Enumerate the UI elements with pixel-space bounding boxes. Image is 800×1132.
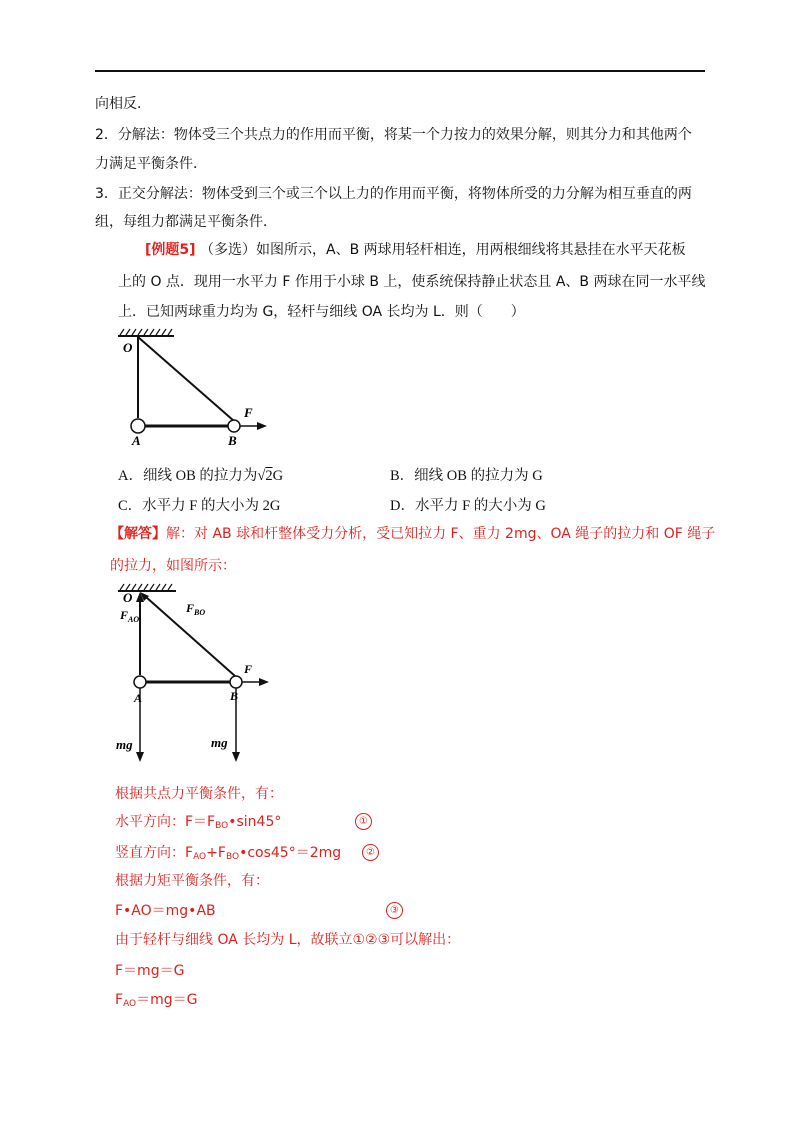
option-c: C．水平力 F 的大小为 2G <box>118 498 281 514</box>
option-a-radical: 2 <box>265 468 273 484</box>
solution-line-4: 根据力矩平衡条件，有： <box>115 873 269 889</box>
label-b-2: B <box>230 689 239 703</box>
label-f-2: F <box>244 662 253 676</box>
solution-line-5: F•AO＝mg•AB <box>115 903 216 919</box>
label-o: O <box>123 340 133 355</box>
equation-marker-1: ① <box>355 811 372 830</box>
option-a-text: A．细线 OB 的拉力为 <box>118 468 258 484</box>
problem-line-1 <box>145 240 686 260</box>
solution-line-6: 由于轻杆与细线 OA 长均为 L，故联立①②③可以解出： <box>115 932 461 948</box>
intro-line-1: 向相反． <box>95 96 151 112</box>
intro-line-2: 2．分解法：物体受三个共点力的作用而平衡，将某一个力按力的效果分解，则其分力和其他两个 <box>95 127 692 143</box>
label-b: B <box>228 433 237 448</box>
figure-2 <box>110 580 290 765</box>
intro-line-3: 力满足平衡条件． <box>95 156 207 172</box>
option-a-suffix: G <box>272 468 284 484</box>
solution-line-7: F＝mg＝G <box>115 963 185 979</box>
intro-line-5: 组，每组力都满足平衡条件． <box>95 214 277 230</box>
ball-b-2 <box>230 676 242 688</box>
solution-line-3: 竖直方向：$F_{AO}+F_{BO}•\cos 45^\circ=2mg$ <box>115 845 342 862</box>
option-a <box>118 464 283 485</box>
problem-line-2: 上的 O 点．现用一水平力 F 作用于小球 B 上，使系统保持静止状态且 A、B 两球在同一水平线 <box>118 274 706 290</box>
answer-tag: 【解答】 <box>110 526 166 542</box>
answer-line-2: 的拉力，如图所示： <box>110 558 236 574</box>
ceiling-hatch <box>120 329 172 335</box>
option-d: D．水平力 F 的大小为 G <box>390 498 546 514</box>
ball-a <box>131 419 145 433</box>
option-b: B．细线 OB 的拉力为 G <box>390 468 543 484</box>
problem-tag: [例题5] <box>145 242 196 258</box>
solution-line-1: 根据共点力平衡条件，有： <box>115 786 283 802</box>
label-a-2: A <box>134 691 143 705</box>
label-fbo: $F_{BO}$ <box>186 601 206 617</box>
label-o-2: O <box>123 590 133 605</box>
equation-marker-2: ② <box>362 842 379 861</box>
answer-line-1 <box>110 524 715 544</box>
intro-line-4: 3．正交分解法：物体受到三个或三个以上力的作用而平衡，将物体所受的力分解为相互垂直的两 <box>95 186 692 202</box>
header-rule <box>95 70 705 72</box>
label-mg-a: mg <box>116 737 133 752</box>
string-ob <box>138 337 234 421</box>
problem-text-1: （多选）如图所示，A、B 两球用轻杆相连，用两根细线将其悬挂在水平天花板 <box>200 242 686 258</box>
label-fao: $F_{AO}$ <box>120 608 140 624</box>
label-f: F <box>244 405 253 420</box>
ball-b <box>228 420 240 432</box>
sqrt-sign: √ <box>257 468 266 484</box>
solution-line-2: 水平方向：$F=F_{BO}•\sin 45^\circ$ <box>115 814 282 831</box>
label-mg-b: mg <box>211 735 228 750</box>
answer-text-1: 解：对 AB 球和杆整体受力分析，受已知拉力 F、重力 2mg、OA 绳子的拉力和 OF 绳子 <box>166 526 716 542</box>
ball-a-2 <box>134 676 146 688</box>
label-a: A <box>132 433 141 448</box>
solution-line-8: $F_{AO}=mg=G$ <box>115 992 198 1009</box>
equation-marker-3: ③ <box>386 900 403 919</box>
figure-1 <box>110 325 280 450</box>
problem-line-3: 上．已知两球重力均为 G，轻杆与细线 OA 长均为 L．则（ ） <box>118 304 525 320</box>
